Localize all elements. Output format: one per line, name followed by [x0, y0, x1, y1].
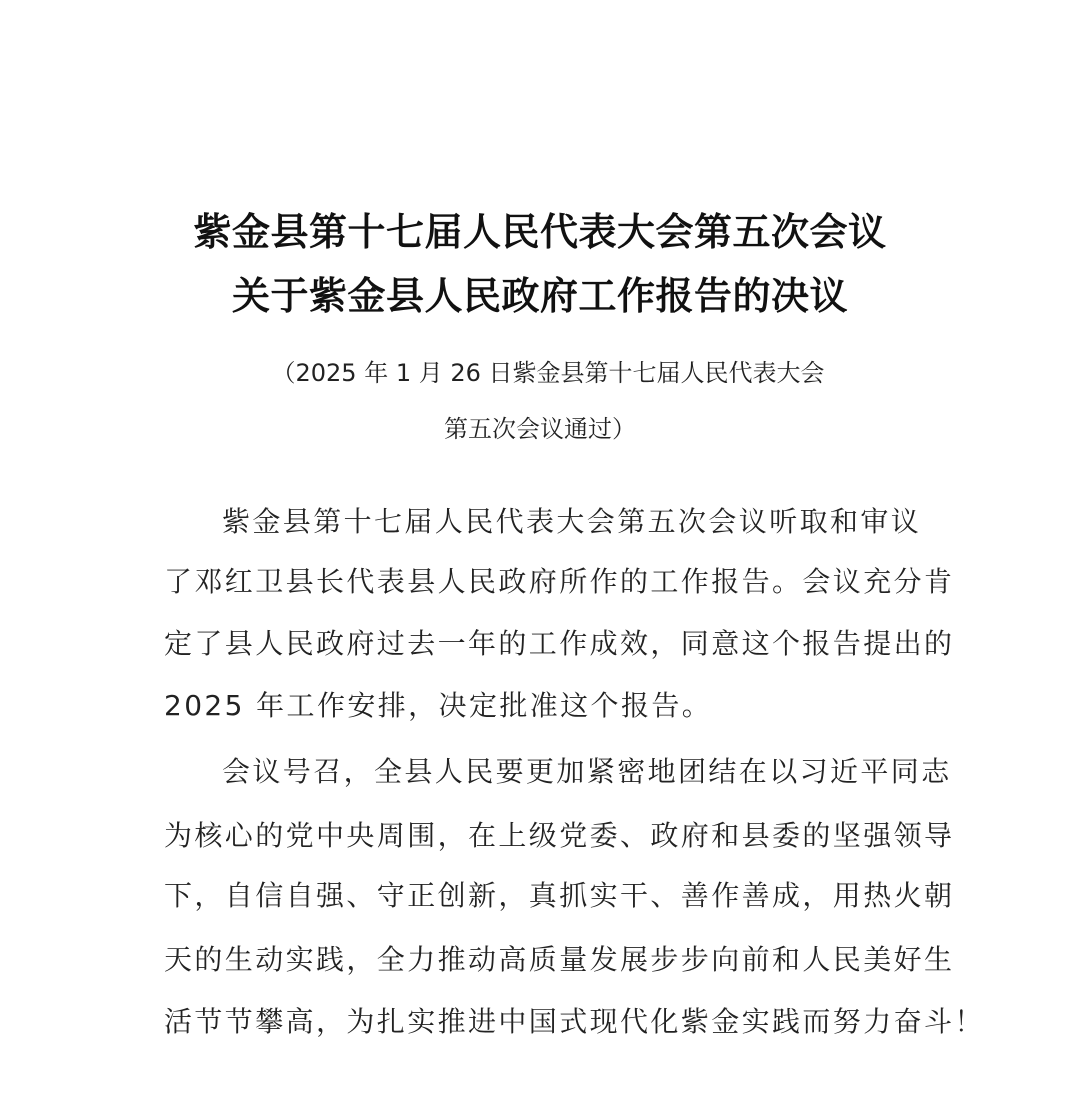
paragraph-1-line-4: 2025 年工作安排，决定批准这个报告。: [164, 689, 713, 722]
paragraph-1-line-1: 紫金县第十七届人民代表大会第五次会议听取和审议: [222, 505, 922, 538]
paragraph-2-line-5: 活节节攀高，为扎实推进中国式现代化紫金实践而努力奋斗！: [164, 1005, 985, 1038]
paragraph-1-line-2: 了邓红卫县长代表县人民政府所作的工作报告。会议充分肯: [164, 565, 955, 598]
paragraph-1-line-3: 定了县人民政府过去一年的工作成效，同意这个报告提出的: [164, 627, 955, 660]
document-title-line-2: 关于紫金县人民政府工作报告的决议: [231, 273, 848, 318]
document-title-line-1: 紫金县第十七届人民代表大会第五次会议: [193, 209, 887, 254]
adoption-note-line-1: （2025 年 1 月 26 日紫金县第十七届人民代表大会: [271, 359, 825, 387]
paragraph-2-line-1: 会议号召，全县人民要更加紧密地团结在以习近平同志: [222, 755, 952, 788]
paragraph-2-line-4: 天的生动实践，全力推动高质量发展步步向前和人民美好生: [164, 943, 955, 976]
paragraph-2-line-2: 为核心的党中央周围，在上级党委、政府和县委的坚强领导: [164, 819, 955, 852]
paragraph-2-line-3: 下，自信自强、守正创新，真抓实干、善作善成，用热火朝: [164, 879, 955, 912]
adoption-note-line-2: 第五次会议通过）: [444, 415, 636, 443]
